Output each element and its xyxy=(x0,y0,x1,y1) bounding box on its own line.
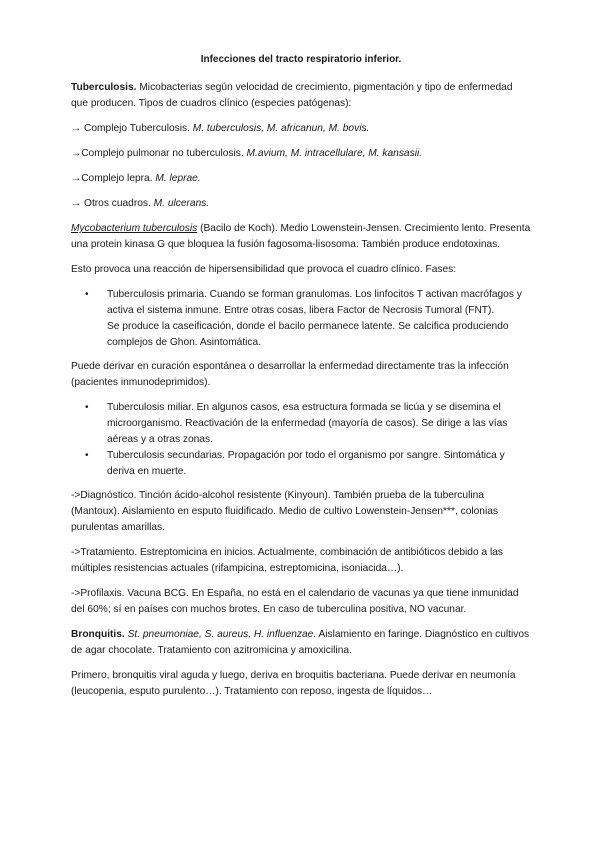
derive-paragraph: Puede derivar en curación espontánea o desarrollar la enfermedad directamente tras la infección (pacientes inmunodeprimidos). xyxy=(71,361,509,388)
complex-item xyxy=(71,196,531,212)
treatment-paragraph: ->Tratamiento. Estreptomicina en inicios. Actualmente, combinación de antibióticos debido a las múltiples resistencias actuales (rifampicina, estreptomicina, isoniacida…). xyxy=(71,547,503,574)
complex-item xyxy=(71,171,531,187)
final-paragraph: Primero, bronquitis viral aguda y luego, deriva en broquitis bacteriana. Puede derivar en neumonía (leucopenia, esputo purulento…). Tratamiento con reposo, ingesta de líquidos… xyxy=(71,670,516,697)
complex-species: M. leprae. xyxy=(155,173,201,184)
tuberculosis-intro xyxy=(71,80,531,112)
phase-primary-line2: Se produce la caseificación, donde el bacilo permanece latente. Se calcifica produciendo complejos de Ghon. Asintomática. xyxy=(107,321,509,348)
mycobacterium-name: Mycobacterium tuberculosis xyxy=(71,223,198,234)
complex-prefix: → Otros cuadros. xyxy=(71,198,154,209)
bullet-icon: • xyxy=(85,402,89,413)
phase-miliar-text: Tuberculosis miliar. En algunos casos, esa estructura formada se licúa y se disemina el microorganismo. Reactivación de la enfermedad (mayoría de casos). Se dirige a las vías aéreas y a otras zonas. xyxy=(107,402,508,445)
list-item xyxy=(85,400,531,448)
bullet-icon: • xyxy=(85,289,89,300)
mycobacterium-paragraph xyxy=(71,221,531,253)
phase-list-2 xyxy=(71,400,531,480)
prophylaxis-paragraph: ->Profilaxis. Vacuna BCG. En España, no está en el calendario de vacunas ya que tiene inmunidad del 60%; sí en países con muchos brotes. En caso de tuberculina positiva, NO vacunar. xyxy=(71,588,519,615)
bronchitis-label: Bronquitis. xyxy=(71,629,125,640)
document-title: Infecciones del tracto respiratorio inferior. xyxy=(200,54,402,65)
complex-item xyxy=(71,146,531,162)
diagnosis-paragraph: ->Diagnóstico. Tinción ácido-alcohol resistente (Kinyoun). También prueba de la tuberculina (Mantoux). Aislamiento en esputo fluidificado. Medio de cultivo Lowenstein-Jensen***, colonias purulentas amarillas. xyxy=(71,490,498,533)
phase-secondary-text: Tuberculosis secundarias. Propagación por todo el organismo por sangre. Sintomática y deriva en muerte. xyxy=(107,450,505,477)
bronchitis-text: Aislamiento en faringe. Diagnóstico en cultivos de agar chocolate. Tratamiento con azitromicina y amoxicilina. xyxy=(71,629,530,656)
complex-prefix: →Complejo pulmonar no tuberculosis. xyxy=(71,148,247,159)
document-page xyxy=(71,52,531,709)
complex-prefix: → Complejo Tuberculosis. xyxy=(71,123,193,134)
tuberculosis-text: Micobacterias según velocidad de crecimiento, pigmentación y tipo de enfermedad que producen. Tipos de cuadros clínico (especies patógenas): xyxy=(71,82,513,109)
bronchitis-species: St. pneumoniae, S. aureus, H. influenzae. xyxy=(124,629,317,640)
list-item xyxy=(85,448,531,480)
tuberculosis-label: Tuberculosis. xyxy=(71,82,137,93)
hypersensitivity-paragraph: Esto provoca una reacción de hipersensibilidad que provoca el cuadro clínico. Fases: xyxy=(71,264,457,275)
bullet-icon: • xyxy=(85,450,89,461)
complex-item xyxy=(71,121,531,137)
bronchitis-paragraph xyxy=(71,627,531,659)
complex-prefix: →Complejo lepra. xyxy=(71,173,156,184)
complex-species: M. ulcerans. xyxy=(153,198,210,209)
list-item xyxy=(85,287,531,351)
phase-list-1 xyxy=(71,287,531,351)
complex-species: M. tuberculosis, M. africanun, M. bovis. xyxy=(192,123,370,134)
complex-species: M.avium, M. intracellulare, M. kansasii. xyxy=(246,148,423,159)
phase-primary-line1: Tuberculosis primaria. Cuando se forman granulomas. Los linfocitos T activan macrófagos y activa el sistema inmune. Entre otras cosas, libera Factor de Necrosis Tumoral (FNT). xyxy=(107,289,522,316)
mycobacterium-text: (Bacilo de Koch). Medio Lowenstein-Jensen. Crecimiento lento. Presenta una protein kinasa G que bloquea la fusión fagosoma-lisosoma. También produce endotoxinas. xyxy=(71,223,531,250)
